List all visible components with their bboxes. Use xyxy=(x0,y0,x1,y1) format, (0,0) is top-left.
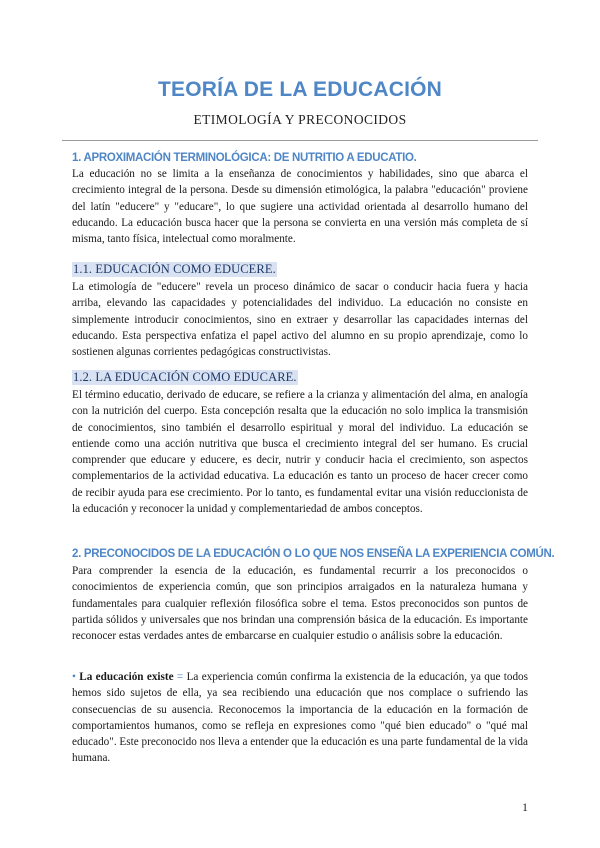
document-page xyxy=(72,0,555,848)
page-number: 1 xyxy=(522,800,528,814)
section-2-heading: 2. PRECONOCIDOS DE LA EDUCACIÓN O LO QUE NOS ENSEÑA LA EXPERIENCIA COMÚN. xyxy=(72,548,555,560)
section-2-paragraph: Para comprender la esencia de la educación, es fundamental recurrir a los preconocidos o conocimientos de experiencia común, que son principios arraigados en la naturaleza humana y fundamentales para cualquier reflexión filosófica sobre el tema. Estos preconocidos son puntos de partida sólidos y universales que nos brindan una comprensión básica de la educación. Es importante reconocer estas verdades antes de embarcarse en cualquier estudio o análisis sobre la educación. xyxy=(72,565,528,643)
document-title: TEORÍA DE LA EDUCACIÓN xyxy=(157,78,442,101)
document-subtitle: ETIMOLOGÍA Y PRECONOCIDOS xyxy=(193,112,407,127)
section-1-heading: 1. APROXIMACIÓN TERMINOLÓGICA: DE NUTRITIO A EDUCATIO. xyxy=(72,152,417,164)
section-1-paragraph: La educación no se limita a la enseñanza de conocimientos y habilidades, sino que abarca el crecimiento integral de la persona. Desde su dimensión etimológica, la palabra "educación" proviene del latín "educere" y "educare", lo que sugiere una actividad orientada al desarrollo humano del educando. La educación busca hacer que la persona se convierta en una versión más completa de sí misma, tanto física, intelectual como moralmente. xyxy=(72,168,528,246)
bullet-item xyxy=(72,669,528,767)
bullet-term: La educación existe xyxy=(79,671,174,683)
section-1-1-heading: 1.1. EDUCACIÓN COMO EDUCERE. xyxy=(73,262,276,276)
bullet-separator: = xyxy=(176,671,184,683)
section-1-2-paragraph: El término educatio, derivado de educare, se refiere a la crianza y alimentación del alma, en analogía con la nutrición del cuerpo. Esta concepción resalta que la educación no solo implica la transmisión de conocimientos, sino también el desarrollo espiritual y moral del individuo. La educación se entiende como una acción nutritiva que busca el crecimiento integral del ser humano. Es crucial comprender que educare y educere, es decir, nutrir y conducir hacia el crecimiento, son aspectos complementarios de la actividad educativa. La educación es tanto un proceso de hacer crecer como de recibir ayuda para ese crecimiento. Por lo tanto, es fundamental evitar una visión reduccionista de la educación y reconocer la unidad y complementariedad de ambos conceptos. xyxy=(72,389,528,516)
bullet-marker: • xyxy=(72,671,76,683)
bullet-text: La experiencia común confirma la existencia de la educación, ya que todos hemos sido sujetos de ella, ya sea recibiendo una educación que nos complace o sufriendo las consecuencias de su ausencia. Reconocemos la importancia de la educación en la formación de comportamientos humanos, como se refleja en expresiones como "qué bien educado" o "qué mal educado". Este preconocido nos lleva a entender que la educación es una parte fundamental de la vida humana. xyxy=(72,671,529,765)
header-divider xyxy=(62,140,538,141)
section-1-2-heading: 1.2. LA EDUCACIÓN COMO EDUCARE. xyxy=(73,370,297,384)
section-1-1-paragraph: La etimología de "educere" revela un proceso dinámico de sacar o conducir hacia fuera y hacia arriba, elevando las capacidades y potencialidades del individuo. La educación no consiste en simplemente introducir conocimientos, sino en extraer y desarrollar las capacidades internas del educando. Esta perspectiva enfatiza el papel activo del alumno en su propio aprendizaje, como lo sostienen algunas corrientes pedagógicas constructivistas. xyxy=(72,281,528,359)
